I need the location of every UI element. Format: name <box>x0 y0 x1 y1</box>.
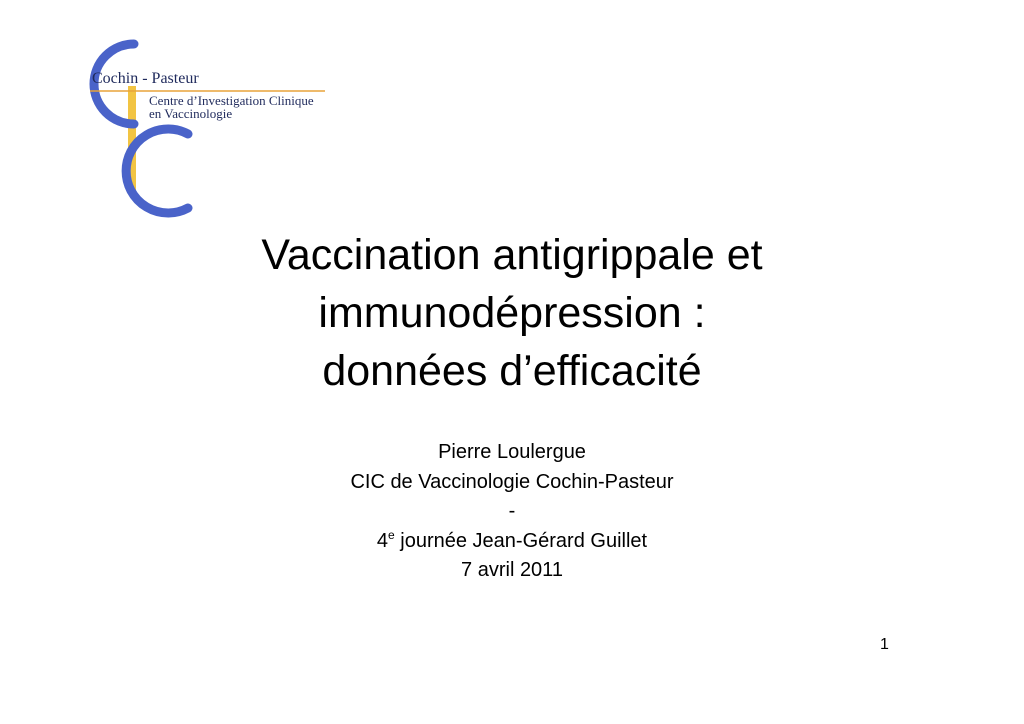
separator: - <box>508 500 516 522</box>
affiliation: CIC de Vaccinologie Cochin-Pasteur <box>350 470 674 493</box>
slide-title <box>160 226 864 400</box>
event-number: 4 <box>376 529 389 552</box>
slide-title-line1: Vaccination antigrippale et <box>261 231 763 279</box>
cic-logo <box>70 28 340 228</box>
logo-subtitle-line1: Centre d’Investigation Clinique <box>149 93 314 108</box>
logo-name: Cochin - Pasteur <box>92 70 199 87</box>
slide-meta <box>252 438 772 586</box>
logo-subtitle-line2: en Vaccinologie <box>149 106 233 121</box>
slide-title-line2: immunodépression : <box>318 289 706 337</box>
author-name: Pierre Loulergue <box>438 441 586 463</box>
event-name: journée Jean-Gérard Guillet <box>394 529 648 552</box>
event-date: 7 avril 2011 <box>461 559 563 581</box>
slide-title-line3: données d’efficacité <box>322 347 702 395</box>
page-number: 1 <box>880 636 889 653</box>
logo-subtitle <box>149 94 314 120</box>
cic-logo-graphic <box>70 28 340 228</box>
event-line <box>252 527 772 557</box>
event-ordinal-suffix: e <box>388 527 395 542</box>
